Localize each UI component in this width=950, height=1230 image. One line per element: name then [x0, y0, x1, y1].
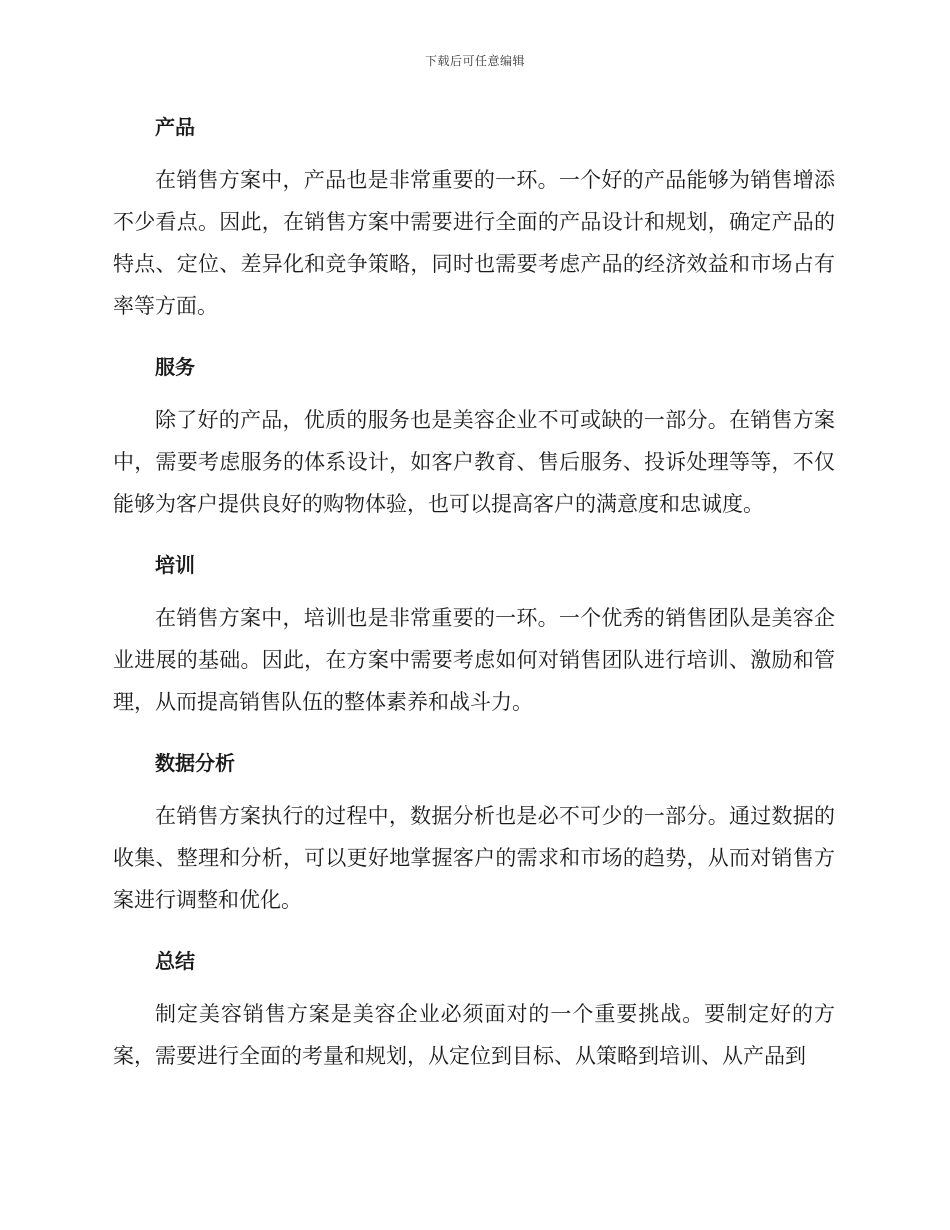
section-paragraph: 制定美容销售方案是美容企业必须面对的一个重要挑战。要制定好的方案，需要进行全面的考量和规划，从定位到目标、从策略到培训、从产品到 [113, 1002, 835, 1068]
section-heading: 总结 [155, 949, 195, 973]
section-paragraph: 在销售方案中，培训也是非常重要的一环。一个优秀的销售团队是美容企业进展的基础。因此，在方案中需要考虑如何对销售团队进行培训、激励和管理，从而提高销售队伍的整体素养和战斗力。 [113, 606, 835, 714]
section-product [113, 107, 835, 327]
section-training [113, 545, 835, 723]
section-paragraph: 在销售方案执行的过程中，数据分析也是必不可少的一部分。通过数据的收集、整理和分析，可以更好地掌握客户的需求和市场的趋势，从而对销售方案进行调整和优化。 [113, 804, 835, 912]
section-service [113, 347, 835, 525]
section-heading: 产品 [155, 115, 195, 139]
section-heading: 数据分析 [155, 751, 235, 775]
document-content [113, 107, 835, 1097]
section-heading: 服务 [155, 355, 195, 379]
section-heading: 培训 [155, 553, 195, 577]
section-paragraph: 除了好的产品，优质的服务也是美容企业不可或缺的一部分。在销售方案中，需要考虑服务的体系设计，如客户教育、售后服务、投诉处理等等，不仅能够为客户提供良好的购物体验，也可以提高客户的满意度和忠诚度。 [113, 408, 835, 516]
section-summary [113, 941, 835, 1077]
page-header-note: 下载后可任意编辑 [424, 54, 525, 68]
section-data-analysis [113, 743, 835, 921]
section-paragraph: 在销售方案中，产品也是非常重要的一环。一个好的产品能够为销售增添不少看点。因此，在销售方案中需要进行全面的产品设计和规划，确定产品的特点、定位、差异化和竞争策略，同时也需要考虑产品的经济效益和市场占有率等方面。 [113, 168, 835, 318]
